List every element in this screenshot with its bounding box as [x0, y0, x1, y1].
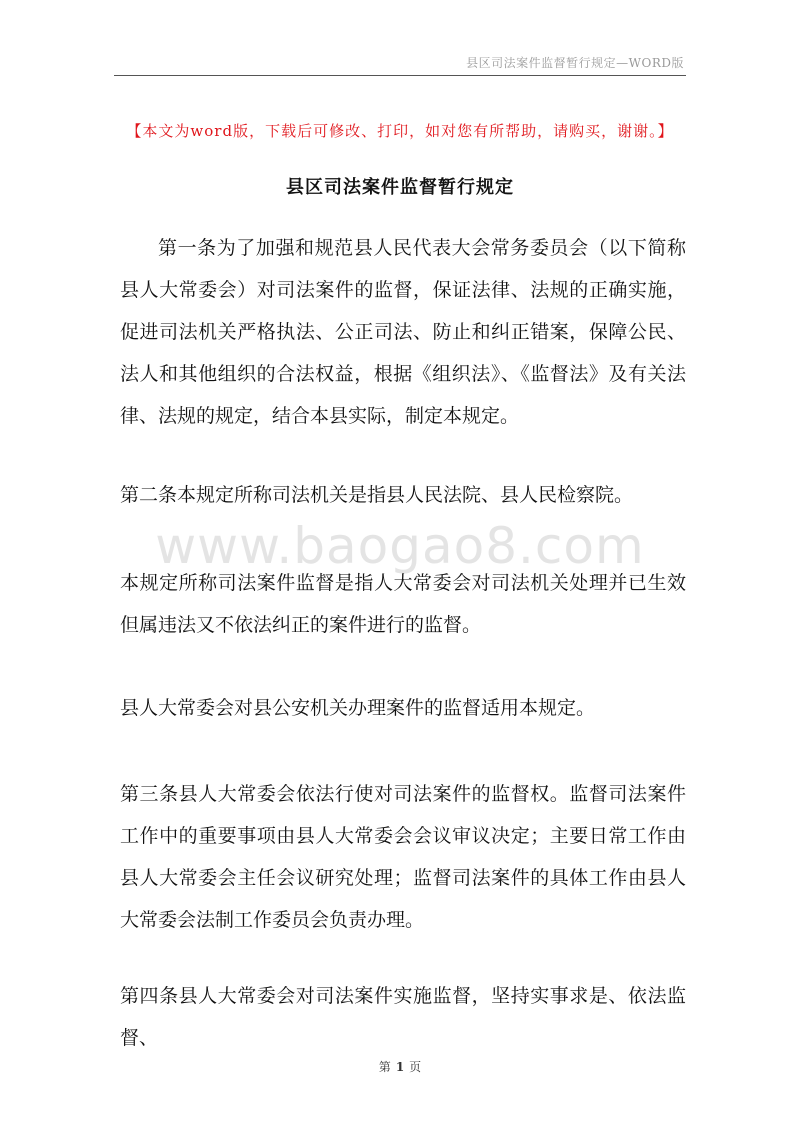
paragraph-supervision-definition: 本规定所称司法案件监督是指人大常委会对司法机关处理并已生效但属违法又不依法纠正的案件进行的监督。 — [120, 572, 686, 636]
paragraph-public-security: 县人大常委会对县公安机关办理案件的监督适用本规定。 — [120, 697, 596, 719]
watermark: www.baogao8.com — [155, 517, 645, 575]
paragraph-article-4: 第四条县人大常委会对司法案件实施监督，坚持实事求是、依法监督、 — [120, 985, 686, 1049]
paragraph-article-2: 第二条本规定所称司法机关是指县人民法院、县人民检察院。 — [120, 484, 634, 506]
footer-suffix: 页 — [409, 1060, 422, 1074]
footer-prefix: 第 — [378, 1060, 391, 1074]
document-title: 县区司法案件监督暂行规定 — [286, 177, 514, 198]
page-number: 1 — [395, 1060, 405, 1074]
download-notice: 【本文为word版，下载后可修改、打印，如对您有所帮助，请购买，谢谢。】 — [126, 122, 674, 140]
running-header: 县区司法案件监督暂行规定—WORD版 — [466, 56, 684, 70]
paragraph-article-3: 第三条县人大常委会依法行使对司法案件的监督权。监督司法案件工作中的重要事项由县人大常委会会议审议决定；主要日常工作由县人大常委会主任会议研究处理；监督司法案件的具体工作由县人大常委会法制工作委员会负责办理。 — [120, 783, 686, 931]
header-divider — [114, 75, 686, 76]
page-footer — [0, 1058, 800, 1075]
paragraph-article-1: 第一条为了加强和规范县人民代表大会常务委员会（以下简称县人大常委会）对司法案件的监督，保证法律、法规的正确实施，促进司法机关严格执法、公正司法、防止和纠正错案，保障公民、法人和其他组织的合法权益，根据《组织法》、《监督法》及有关法律、法规的规定，结合本县实际，制定本规定。 — [120, 237, 686, 427]
